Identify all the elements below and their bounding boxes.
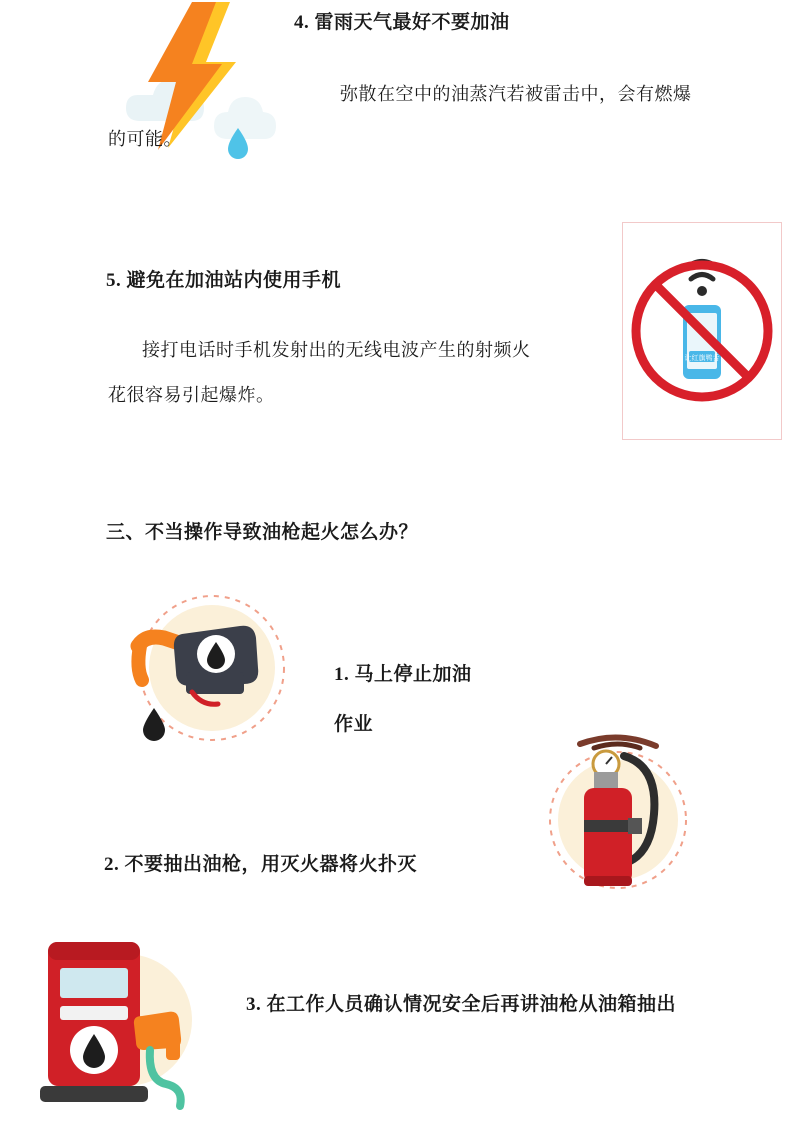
fire-extinguisher-illustration [528,720,708,910]
heading-section-3: 三、不当操作导致油枪起火怎么办？ [106,522,419,543]
step-2-line-1: 2. 不要抽出油枪，用灭火器将火扑灭 [104,854,418,875]
step-3-line-1: 3. 在工作人员确认情况安全后再讲油枪从油箱抽出 [246,994,677,1015]
step-1-line-2: 作业 [334,714,374,735]
heading-item-5: 5. 避免在加油站内使用手机 [106,270,342,291]
heading-item-4: 4. 雷雨天气最好不要加油 [294,12,510,33]
paragraph-item-4-line-1: 弥散在空中的油蒸汽若被雷击中，会有燃爆 [340,84,692,104]
fuel-nozzle-illustration [120,580,300,760]
paragraph-item-5-line-1: 接打电话时手机发射出的无线电波产生的射频火 [142,340,531,360]
step-1-line-1: 1. 马上停止加油 [334,664,472,685]
fuel-pump-illustration [30,920,220,1115]
paragraph-item-4-line-2: 的可能。 [108,129,182,149]
no-mobile-phone-sign [622,222,782,440]
svg-text:让红旗鸭舌: 让红旗鸭舌 [684,355,720,362]
paragraph-item-5-line-2: 花很容易引起爆炸。 [108,385,275,405]
